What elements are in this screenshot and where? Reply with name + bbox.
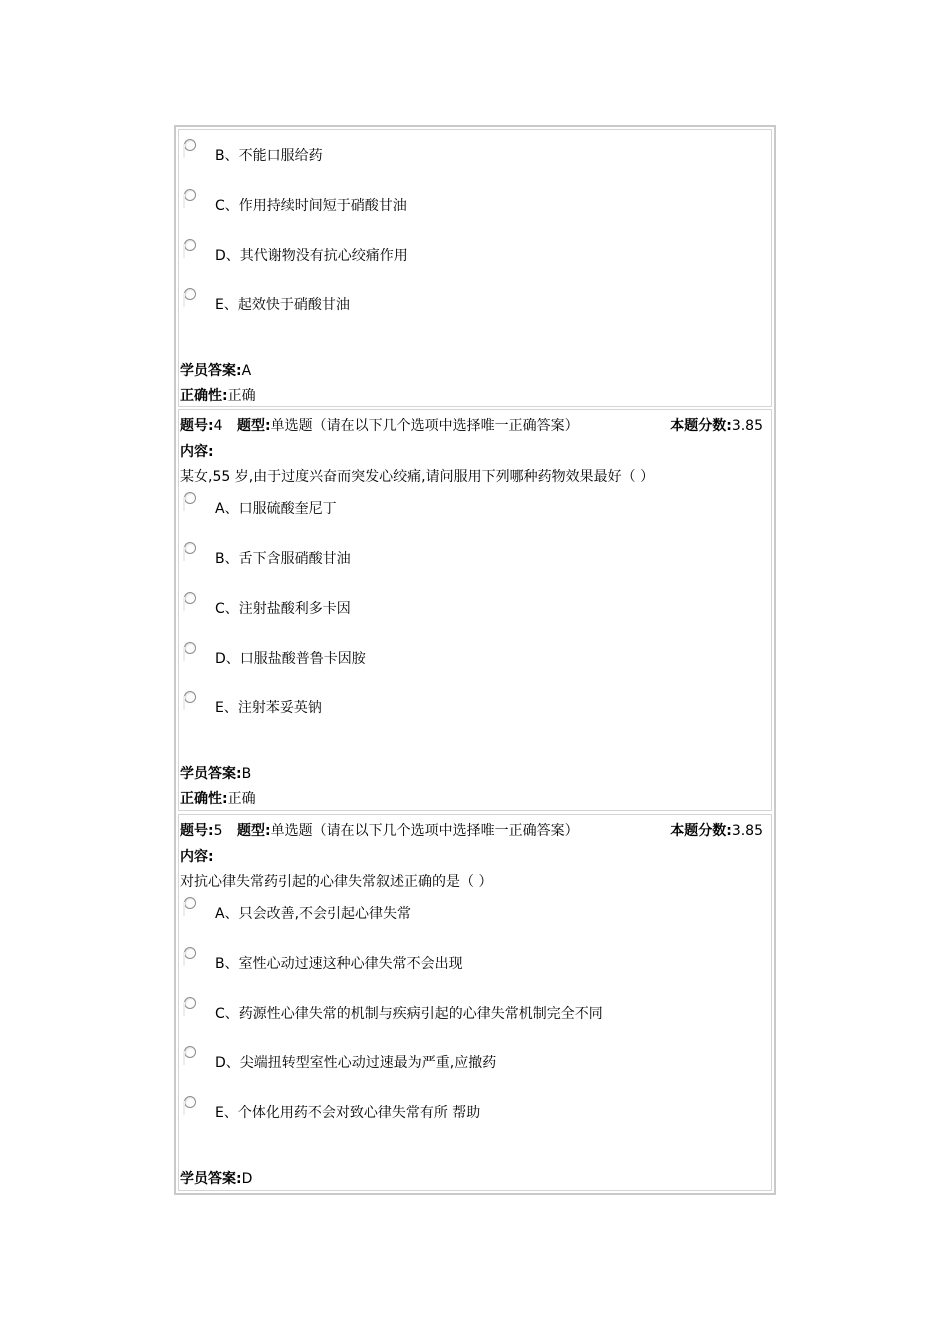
question-type-value: 单选题（请在以下几个选项中选择唯一正确答案）: [270, 823, 579, 839]
question-number-value: 5: [213, 823, 223, 839]
q4-score: [670, 415, 763, 435]
correctness-value: 正确: [227, 791, 256, 807]
q4-option-c-label: C、注射盐酸利多卡因: [215, 601, 351, 617]
q4-student-answer: [180, 763, 251, 783]
q5-score: [670, 820, 763, 840]
student-answer-value: A: [241, 363, 252, 379]
q5-question-text: 对抗心律失常药引起的心律失常叙述正确的是（ ）: [180, 874, 493, 890]
question-type-label: 题型:: [237, 418, 271, 434]
q5-student-answer: [180, 1168, 252, 1188]
q4-option-b-label: B、舌下含服硝酸甘油: [215, 551, 351, 567]
radio-q4-option-d[interactable]: [184, 642, 196, 654]
score-label: 本题分数:: [670, 418, 732, 434]
q4-number: [180, 415, 223, 435]
student-answer-value: B: [241, 766, 252, 782]
q5-option-c-label: C、药源性心律失常的机制与疾病引起的心律失常机制完全不同: [215, 1006, 603, 1022]
question-5-block: [178, 814, 772, 1191]
q5-option-b-label: B、室性心动过速这种心律失常不会出现: [215, 956, 463, 972]
q5-content-label: 内容:: [180, 849, 214, 865]
radio-q3-option-c[interactable]: [184, 189, 196, 201]
q3-option-b-label: B、不能口服给药: [215, 148, 323, 164]
q3-option-d-label: D、其代谢物没有抗心绞痛作用: [215, 248, 408, 264]
q4-correctness: [180, 788, 256, 808]
q5-option-e-label: E、个体化用药不会对致心律失常有所 帮助: [215, 1105, 481, 1121]
q5-type: [237, 820, 579, 840]
quiz-frame: [174, 125, 776, 1195]
question-4-block: [178, 409, 772, 811]
radio-q5-option-b[interactable]: [184, 947, 196, 959]
correctness-value: 正确: [227, 388, 256, 404]
q5-option-d-label: D、尖端扭转型室性心动过速最为严重,应撤药: [215, 1055, 497, 1071]
student-answer-label: 学员答案:: [180, 363, 242, 379]
question-type-value: 单选题（请在以下几个选项中选择唯一正确答案）: [270, 418, 579, 434]
q3-student-answer: [180, 360, 251, 380]
q5-option-a-label: A、只会改善,不会引起心律失常: [215, 906, 412, 922]
q3-option-e-label: E、起效快于硝酸甘油: [215, 297, 350, 313]
score-value: 3.85: [731, 823, 763, 839]
question-number-label: 题号:: [180, 823, 214, 839]
radio-q5-option-d[interactable]: [184, 1046, 196, 1058]
radio-q4-option-c[interactable]: [184, 592, 196, 604]
radio-q3-option-d[interactable]: [184, 239, 196, 251]
q4-option-e-label: E、注射苯妥英钠: [215, 700, 322, 716]
q4-type: [237, 415, 579, 435]
q3-correctness: [180, 385, 256, 405]
correctness-label: 正确性:: [180, 388, 228, 404]
score-value: 3.85: [731, 418, 763, 434]
q4-option-d-label: D、口服盐酸普鲁卡因胺: [215, 651, 366, 667]
score-label: 本题分数:: [670, 823, 732, 839]
q4-option-a-label: A、口服硫酸奎尼丁: [215, 501, 337, 517]
question-number-value: 4: [213, 418, 223, 434]
correctness-label: 正确性:: [180, 791, 228, 807]
radio-q3-option-b[interactable]: [184, 139, 196, 151]
radio-q5-option-a[interactable]: [184, 897, 196, 909]
radio-q4-option-a[interactable]: [184, 492, 196, 504]
q4-content-label: 内容:: [180, 444, 214, 460]
radio-q4-option-b[interactable]: [184, 542, 196, 554]
radio-q5-option-c[interactable]: [184, 997, 196, 1009]
question-3-block: [178, 129, 772, 407]
question-number-label: 题号:: [180, 418, 214, 434]
q4-question-text: 某女,55 岁,由于过度兴奋而突发心绞痛,请问服用下列哪种药物效果最好（ ）: [180, 469, 655, 485]
student-answer-label: 学员答案:: [180, 766, 242, 782]
radio-q5-option-e[interactable]: [184, 1096, 196, 1108]
q3-option-c-label: C、作用持续时间短于硝酸甘油: [215, 198, 407, 214]
radio-q3-option-e[interactable]: [184, 288, 196, 300]
student-answer-label: 学员答案:: [180, 1171, 242, 1187]
student-answer-value: D: [241, 1171, 253, 1187]
q5-number: [180, 820, 223, 840]
radio-q4-option-e[interactable]: [184, 691, 196, 703]
question-type-label: 题型:: [237, 823, 271, 839]
